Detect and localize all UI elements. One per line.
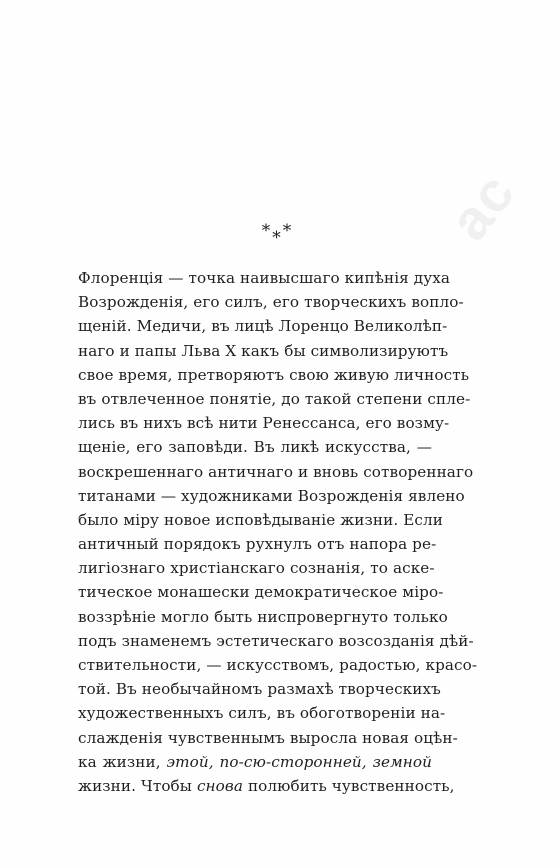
text-line: слажденія чувственнымъ выросла новая оцѣн- <box>78 728 458 747</box>
italic-text-run: земной <box>372 752 432 771</box>
text-line: наго и папы Льва X какъ бы символизируютъ <box>78 341 449 360</box>
text-line: античный порядокъ рухнулъ отъ напора ре- <box>78 535 437 554</box>
text-run: ка жизни, <box>78 752 161 771</box>
text-line: ствительности, — искусствомъ, радостью, красо- <box>78 656 478 674</box>
text-line: Флоренція — точка наивысшаго кипѣнія духа <box>78 269 451 287</box>
italic-text-run: снова <box>196 776 243 795</box>
text-line: тическое монашески демократическое міро- <box>78 583 444 602</box>
asterism-star-middle: * <box>272 228 283 248</box>
text-run: полюбить чувственность, <box>247 776 455 795</box>
italic-text-run: по-сю-сторонней, <box>219 752 367 771</box>
text-line: воззрѣніе могло быть ниспровергнуто только <box>78 607 448 626</box>
text-line: воскрешеннаго античнаго и вновь сотвореннаго <box>78 462 474 481</box>
text-line: было міру новое исповѣдываніе жизни. Если <box>78 510 443 529</box>
text-line: лись въ нихъ всѣ нити Ренессанса, его возму- <box>78 414 450 433</box>
text-run: жизни. Чтобы <box>78 776 192 795</box>
text-line-mixed <box>78 774 455 798</box>
body-paragraph <box>78 266 478 798</box>
asterism-star-right: * <box>282 221 294 241</box>
text-line: титанами — художниками Возрожденія явлено <box>78 486 465 505</box>
italic-text-run: этой, <box>166 752 214 771</box>
asterism-star-left: * <box>261 221 273 241</box>
text-line-mixed <box>78 750 432 774</box>
text-line: подъ знаменемъ эстетическаго возсозданія дѣй- <box>78 631 474 650</box>
text-line: Возрожденія, его силъ, его творческихъ вопло- <box>78 293 464 312</box>
text-line: той. Въ необычайномъ размахѣ творческихъ <box>78 680 441 699</box>
text-line: художественныхъ силъ, въ обоготвореніи на- <box>78 704 446 723</box>
text-line: лигіознаго христіанскаго сознанія, то аске- <box>78 559 435 578</box>
asterism-divider <box>0 221 555 248</box>
text-line: въ отвлеченное понятіе, до такой степени спле- <box>78 389 471 408</box>
text-line: щеній. Медичи, въ лицѣ Лоренцо Великолѣп- <box>78 317 448 336</box>
watermark: ac <box>436 160 528 252</box>
text-line: свое время, претворяютъ свою живую личность <box>78 365 470 384</box>
text-line: щеніе, его заповѣди. Въ ликѣ искусства, — <box>78 438 432 457</box>
